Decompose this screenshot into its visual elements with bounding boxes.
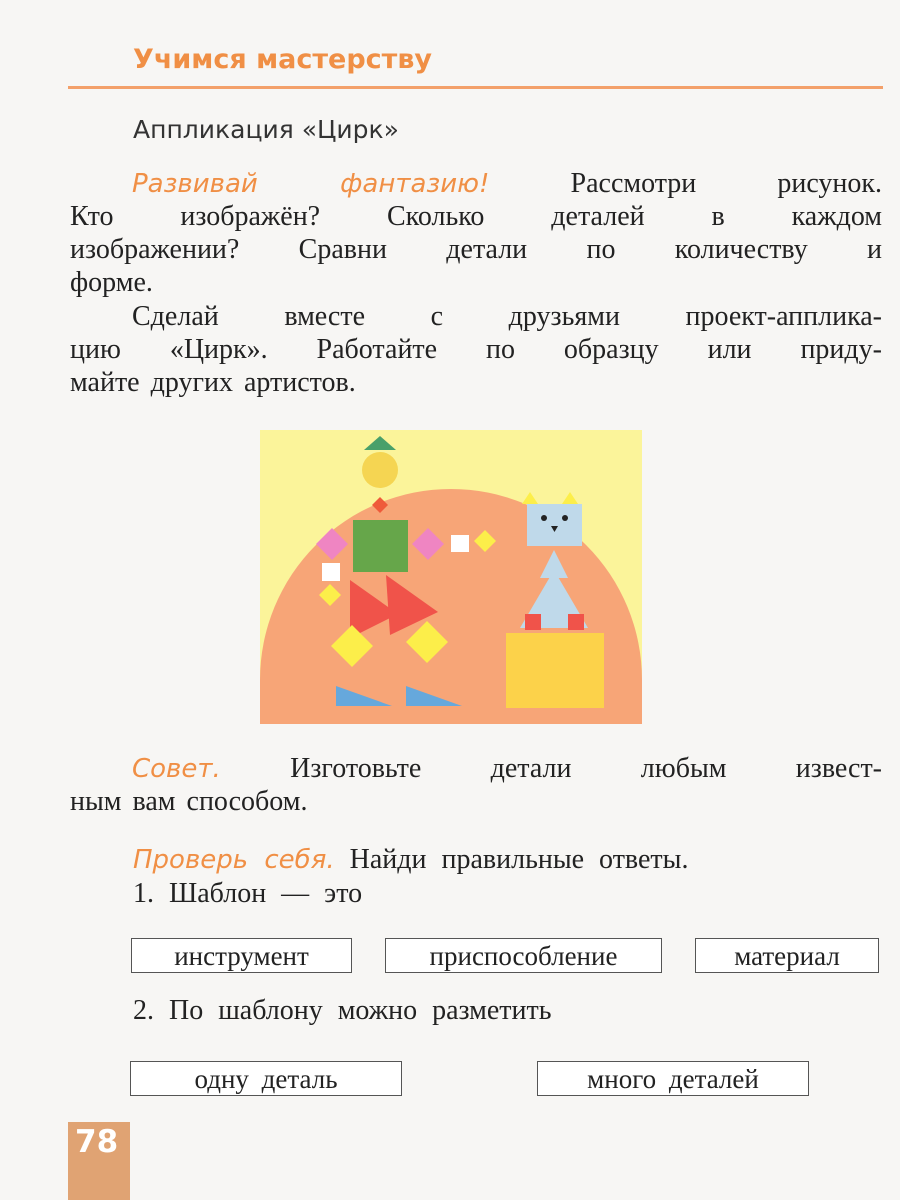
tip-line-1	[70, 752, 882, 786]
lead-check: Проверь себя.	[133, 845, 335, 875]
clown-body	[353, 520, 408, 572]
header-divider	[68, 86, 883, 89]
answer-option-material[interactable]: материал	[695, 938, 879, 973]
lead-fantasy: Развивай фантазию!	[132, 169, 490, 199]
answer-option-device[interactable]: приспособление	[385, 938, 662, 973]
cat-left-eye	[541, 515, 547, 521]
lead-tip: Совет.	[132, 754, 221, 784]
question-2: 2. По шаблону можно разметить	[133, 995, 552, 1026]
project-line-1	[70, 300, 882, 333]
intro-line-3: изображении? Сравни детали по количеству и	[70, 234, 882, 265]
cat-left-paw	[525, 614, 541, 630]
intro-line-2: Кто изображён? Сколько деталей в каждом	[70, 201, 882, 232]
tip-line-2: ным вам способом.	[70, 786, 308, 817]
intro-line-4: форме.	[70, 267, 153, 298]
circus-box	[506, 633, 604, 708]
page-title: Аппликация «Цирк»	[133, 115, 399, 144]
answer-option-instrument[interactable]: инструмент	[131, 938, 352, 973]
check-instruction	[133, 844, 688, 876]
project-text-1: Сделай вместе с друзьями проект-апплика-	[132, 301, 882, 332]
answer-option-one-detail[interactable]: одну деталь	[130, 1061, 402, 1096]
cat-right-eye	[562, 515, 568, 521]
page-number-badge	[68, 1122, 130, 1200]
clown-ball-3	[322, 563, 340, 581]
intro-text-1: Рассмотри рисунок.	[570, 168, 882, 199]
circus-illustration	[260, 430, 642, 724]
project-line-3: майте других артистов.	[70, 367, 356, 398]
intro-line-1	[70, 167, 882, 201]
question-1: 1. Шаблон — это	[133, 878, 363, 909]
answer-option-many-details[interactable]: много деталей	[537, 1061, 809, 1096]
cat-right-paw	[568, 614, 584, 630]
page-number: 78	[75, 1124, 119, 1160]
project-line-2: цию «Цирк». Работайте по образцу или приду-	[70, 334, 882, 365]
check-text: Найди правильные ответы.	[349, 844, 689, 875]
section-header: Учимся мастерству	[133, 44, 433, 75]
cat-head	[527, 504, 582, 546]
clown-ball-1	[451, 535, 469, 552]
tip-text-1: Изготовьте детали любым извест-	[290, 753, 883, 784]
clown-head	[362, 452, 398, 488]
